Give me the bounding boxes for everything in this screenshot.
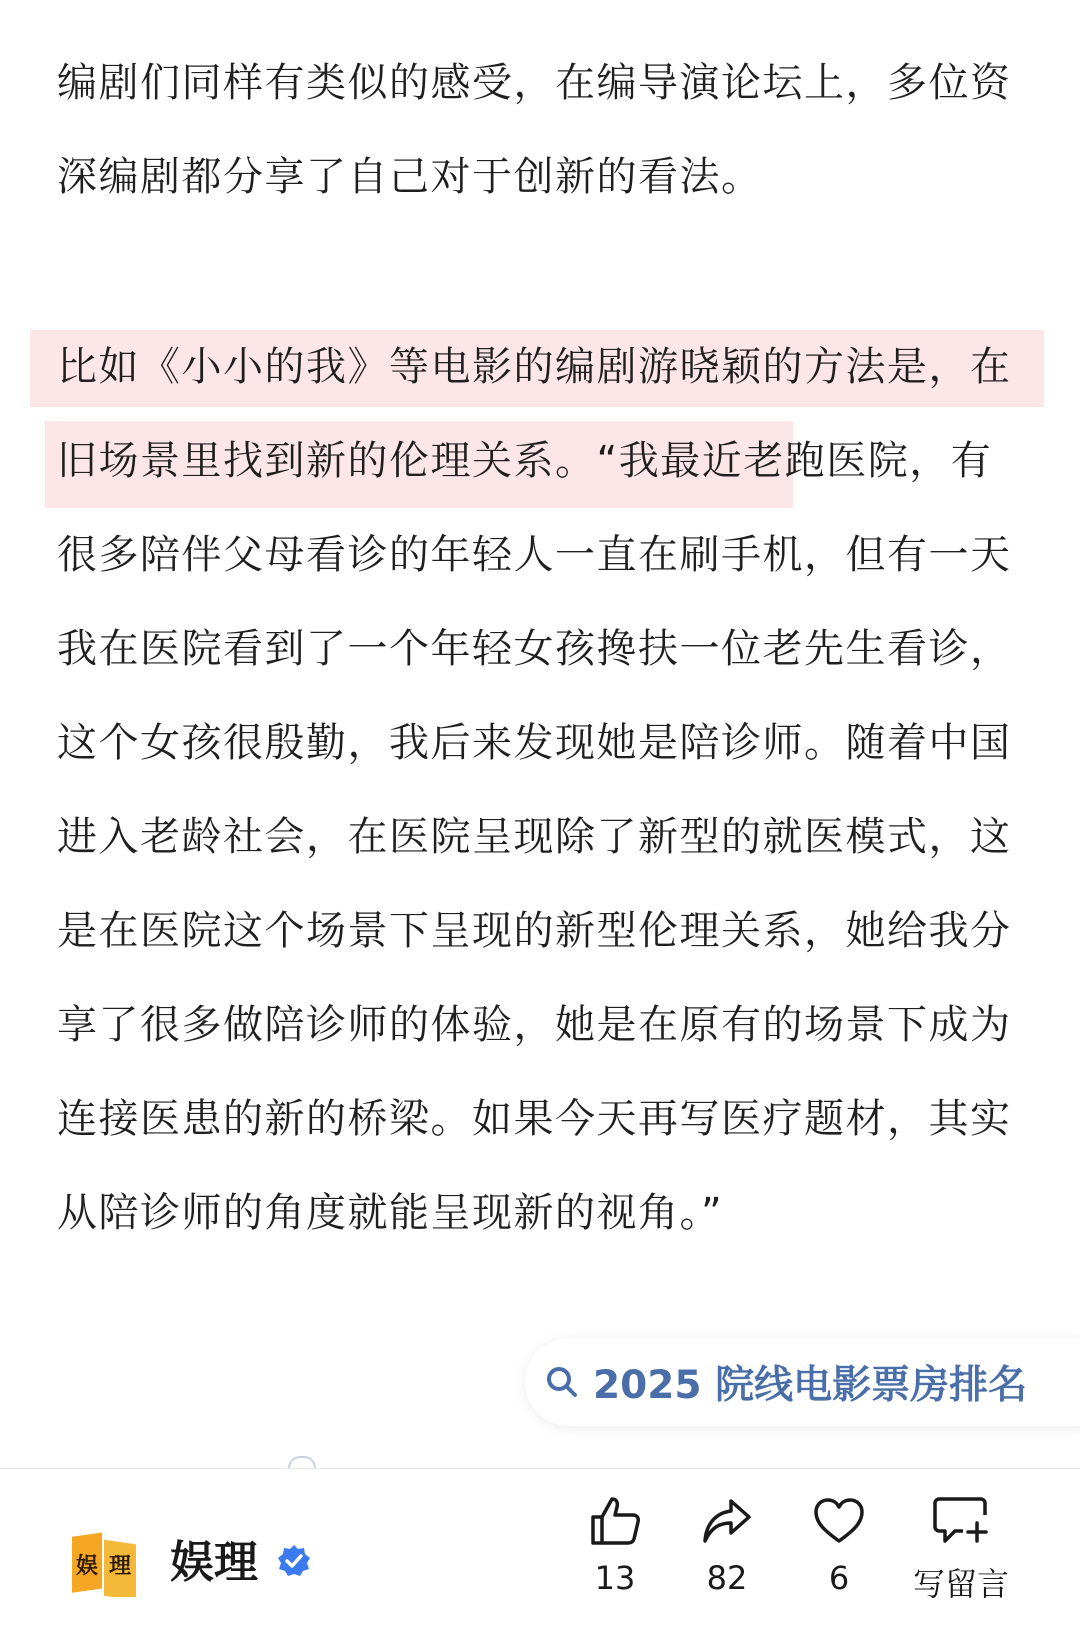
search-suggestion-text: 2025 院线电影票房排名: [593, 1363, 1028, 1408]
share-button[interactable]: [672, 1493, 782, 1597]
favorite-count: 6: [828, 1559, 850, 1597]
share-arrow-icon: [699, 1493, 755, 1549]
comment-button[interactable]: [896, 1493, 1026, 1605]
article-paragraph-1: 编剧们同样有类似的感受，在编导演论坛上，多位资深编剧都分享了自己对于创新的看法。: [57, 60, 1012, 200]
article-body: [57, 36, 1017, 1260]
like-count: 13: [594, 1559, 636, 1597]
thumbs-up-icon: [587, 1493, 643, 1549]
heart-icon: [811, 1493, 867, 1549]
article-paragraph-2: [57, 320, 1017, 1260]
avatar-label-right: 理: [108, 1554, 132, 1579]
comment-label: 写留言: [912, 1565, 1009, 1603]
bottom-action-bar: [0, 1469, 1080, 1644]
quote-text: “我最近老跑医院，有很多陪伴父母看诊的年轻人一直在刷手机，但有一天我在医院看到了一个年轻女孩搀扶一位老先生看诊，这个女孩很殷勤，我后来发现她是陪诊师。随着中国进入老龄社会，在医院呈现除了新型的就医模式，这是在医院这个场景下呈现的新型伦理关系，她给我分享了很多做陪诊师的体验，她是在原有的场景下成为连接医患的新的桥梁。如果今天再写医疗题材，其实从陪诊师的角度就能呈现新的视角。”: [57, 438, 1012, 1236]
author-name[interactable]: 娱理: [170, 1537, 258, 1588]
highlighted-text: 比如《小小的我》等电影的编剧游晓颖的方法是，在旧场景里找到新的伦理关系。: [57, 344, 1012, 484]
favorite-button[interactable]: [784, 1493, 894, 1597]
collapse-handle-icon[interactable]: [288, 1456, 316, 1468]
comment-add-icon: [931, 1493, 991, 1549]
avatar-label-left: 娱: [75, 1554, 99, 1579]
verified-badge-icon: [276, 1543, 312, 1579]
author-avatar[interactable]: [70, 1529, 138, 1597]
share-count: 82: [706, 1559, 748, 1597]
like-button[interactable]: [560, 1493, 670, 1597]
search-icon: [545, 1365, 579, 1399]
search-suggestion-pill[interactable]: [525, 1338, 1080, 1426]
